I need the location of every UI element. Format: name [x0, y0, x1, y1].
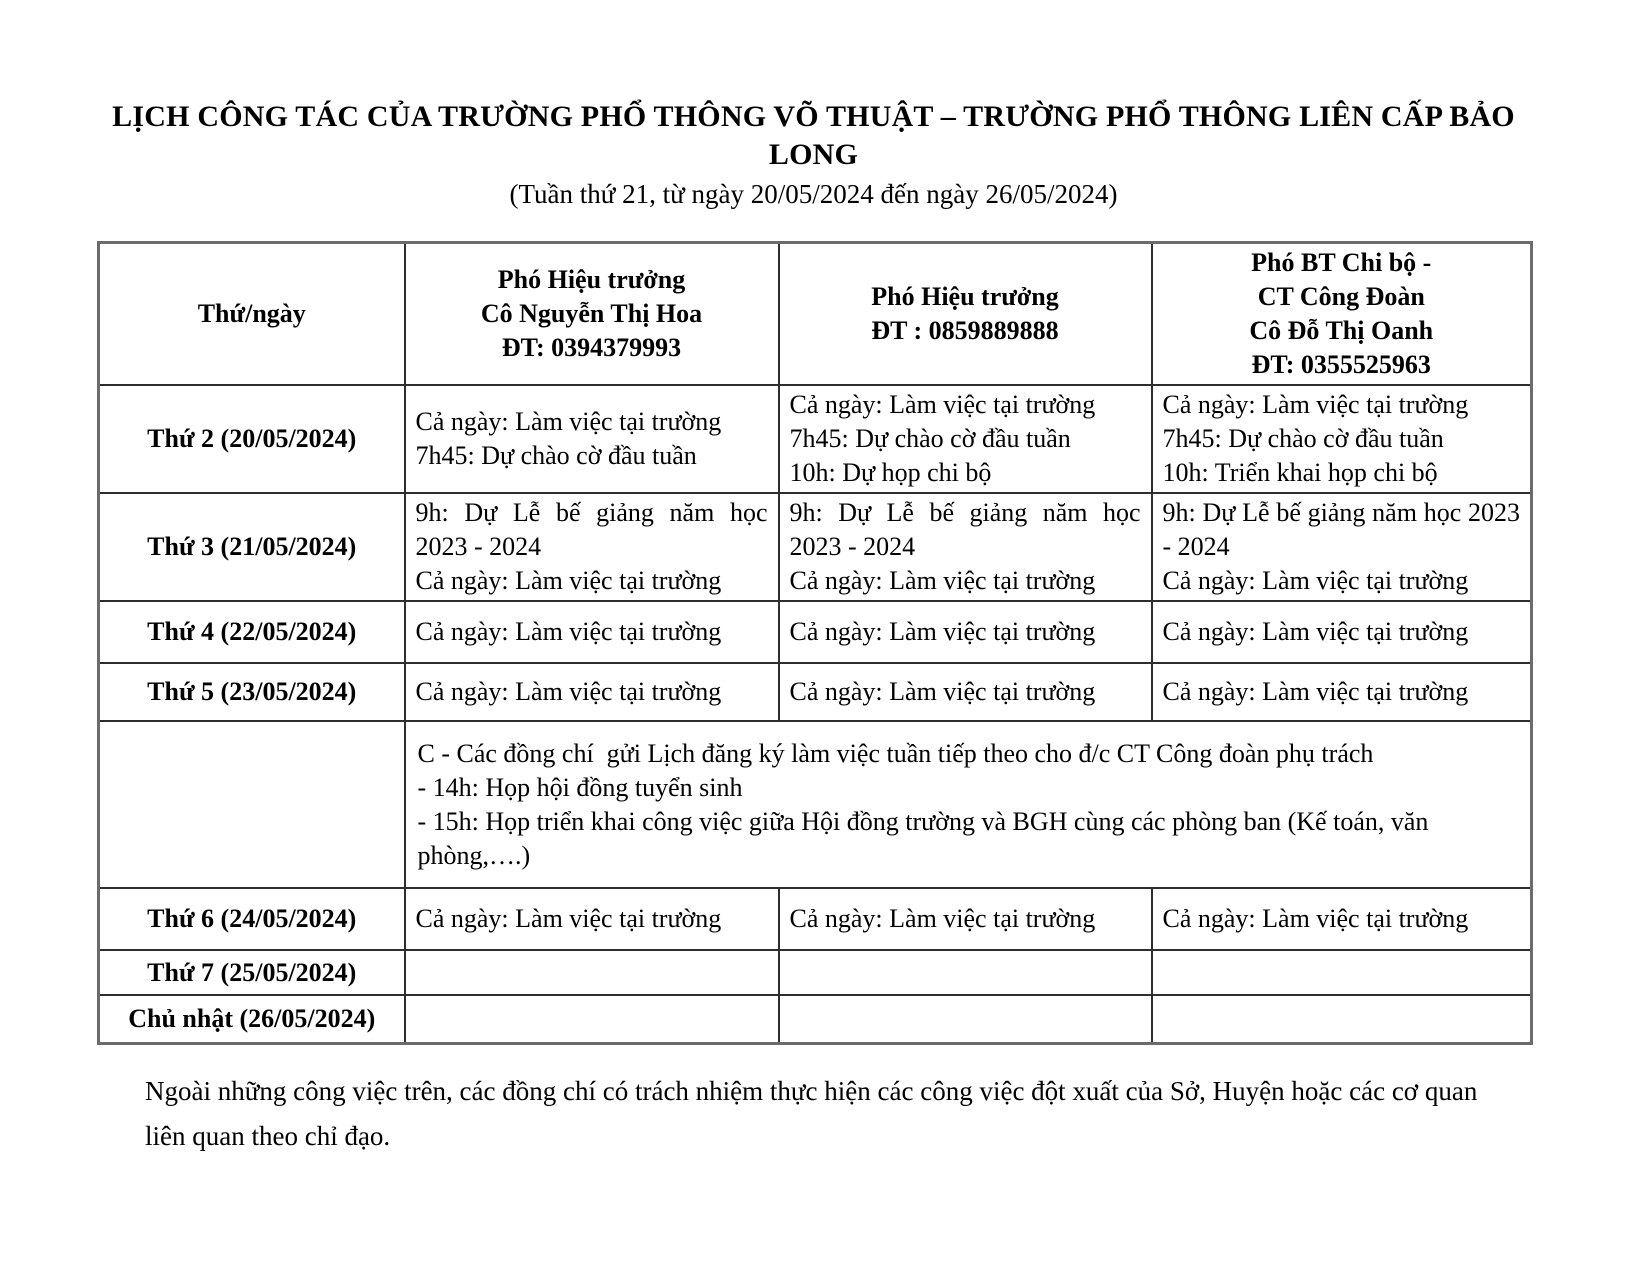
header-line: Phó BT Chi bộ -	[1251, 248, 1432, 277]
schedule-cell-empty	[779, 950, 1152, 995]
day-cell: Thứ 6 (24/05/2024)	[99, 888, 405, 950]
header-line: CT Công Đoàn	[1257, 282, 1425, 311]
schedule-cell	[405, 888, 779, 950]
day-cell: Thứ 4 (22/05/2024)	[99, 601, 405, 663]
table-header-row	[99, 243, 1532, 386]
schedule-cell	[779, 888, 1152, 950]
document-subtitle: (Tuần thứ 21, từ ngày 20/05/2024 đến ngày 26/05/2024)	[509, 179, 1118, 209]
document	[97, 98, 1530, 1159]
day-cell: Thứ 2 (20/05/2024)	[99, 385, 405, 493]
cell-line: Cả ngày: Làm việc tại trường	[415, 904, 722, 933]
schedule-cell	[405, 601, 779, 663]
header-line: Phó Hiệu trưởng	[871, 282, 1059, 311]
header-line: Thứ/ngày	[197, 299, 306, 328]
header-day-column	[99, 243, 405, 386]
schedule-cell	[1152, 385, 1532, 493]
cell-line: Cả ngày: Làm việc tại trường	[1162, 617, 1469, 646]
cell-line: Cả ngày: Làm việc tại trường	[415, 407, 722, 436]
table-row-friday	[99, 888, 1532, 950]
cell-line: 9h: Dự Lễ bế giảng năm học 2023 - 2024	[789, 498, 1141, 561]
cell-line: Cả ngày: Làm việc tại trường	[789, 617, 1096, 646]
schedule-cell	[1152, 888, 1532, 950]
cell-line: 10h: Dự họp chi bộ	[789, 458, 992, 487]
cell-line: 10h: Triển khai họp chi bộ	[1162, 458, 1438, 487]
schedule-cell	[779, 601, 1152, 663]
cell-line: 7h45: Dự chào cờ đầu tuần	[789, 424, 1071, 453]
day-cell: Thứ 3 (21/05/2024)	[99, 493, 405, 601]
cell-line: Cả ngày: Làm việc tại trường	[1162, 566, 1469, 595]
cell-line: Cả ngày: Làm việc tại trường	[789, 390, 1096, 419]
table-row-wednesday	[99, 601, 1532, 663]
day-cell: Thứ 7 (25/05/2024)	[99, 950, 405, 995]
notes-line: - 15h: Họp triển khai công việc giữa Hội đồng trường và BGH cùng các phòng ban (Kế toán, văn phòng,….)	[417, 806, 1429, 870]
cell-line: Cả ngày: Làm việc tại trường	[415, 677, 722, 706]
document-title: LỊCH CÔNG TÁC CỦA TRƯỜNG PHỔ THÔNG VÕ THUẬT – TRƯỜNG PHỔ THÔNG LIÊN CẤP BẢO LONG	[112, 100, 1515, 171]
schedule-cell	[779, 385, 1152, 493]
header-line: ĐT: 0355525963	[1251, 350, 1431, 379]
header-vice-principal-1	[405, 243, 779, 386]
notes-cell	[405, 721, 1532, 888]
header-union-president	[1152, 243, 1532, 386]
schedule-cell	[779, 493, 1152, 601]
cell-line: Cả ngày: Làm việc tại trường	[415, 566, 722, 595]
schedule-table	[97, 241, 1533, 1045]
cell-line: Cả ngày: Làm việc tại trường	[415, 617, 722, 646]
header-line: ĐT : 0859889888	[871, 316, 1059, 345]
schedule-cell-empty	[1152, 995, 1532, 1043]
cell-line: Cả ngày: Làm việc tại trường	[789, 677, 1096, 706]
schedule-cell	[405, 493, 779, 601]
notes-line: C - Các đồng chí gửi Lịch đăng ký làm việc tuần tiếp theo cho đ/c CT Công đoàn phụ trách	[417, 738, 1374, 768]
cell-line: Cả ngày: Làm việc tại trường	[1162, 904, 1469, 933]
header-line: Phó Hiệu trưởng	[497, 265, 686, 294]
schedule-cell	[1152, 663, 1532, 721]
schedule-cell-empty	[405, 995, 779, 1043]
table-row-sunday	[99, 995, 1532, 1043]
table-row-tuesday	[99, 493, 1532, 601]
schedule-cell	[1152, 493, 1532, 601]
schedule-cell-empty	[1152, 950, 1532, 995]
cell-line: 9h: Dự Lễ bế giảng năm học 2023 - 2024	[415, 498, 768, 561]
cell-line: Cả ngày: Làm việc tại trường	[1162, 390, 1469, 419]
schedule-cell	[405, 663, 779, 721]
header-line: ĐT: 0394379993	[501, 333, 682, 362]
table-row-monday	[99, 385, 1532, 493]
header-vice-principal-2	[779, 243, 1152, 386]
cell-line: Cả ngày: Làm việc tại trường	[789, 904, 1096, 933]
schedule-cell	[405, 385, 779, 493]
cell-line: 7h45: Dự chào cờ đầu tuần	[1162, 424, 1444, 453]
header-line: Cô Nguyễn Thị Hoa	[480, 299, 703, 328]
table-row-notes	[99, 721, 1532, 888]
day-cell: Thứ 5 (23/05/2024)	[99, 663, 405, 721]
footer-note: Ngoài những công việc trên, các đồng chí có trách nhiệm thực hiện các công việc đột xuất của Sở, Huyện hoặc các cơ quan liên quan theo chỉ đạo.	[145, 1075, 1478, 1151]
notes-line: - 14h: Họp hội đồng tuyển sinh	[417, 772, 743, 802]
cell-line: Cả ngày: Làm việc tại trường	[1162, 677, 1469, 706]
day-cell: Chủ nhật (26/05/2024)	[99, 995, 405, 1043]
cell-line: Cả ngày: Làm việc tại trường	[789, 566, 1096, 595]
day-cell-empty	[99, 721, 405, 888]
schedule-cell-empty	[779, 995, 1152, 1043]
cell-line: 9h: Dự Lễ bế giảng năm học 2023 - 2024	[1162, 498, 1520, 561]
schedule-cell	[779, 663, 1152, 721]
header-line: Cô Đỗ Thị Oanh	[1249, 316, 1434, 345]
schedule-cell	[1152, 601, 1532, 663]
table-row-saturday	[99, 950, 1532, 995]
cell-line: 7h45: Dự chào cờ đầu tuần	[415, 441, 697, 470]
schedule-cell-empty	[405, 950, 779, 995]
table-row-thursday	[99, 663, 1532, 721]
